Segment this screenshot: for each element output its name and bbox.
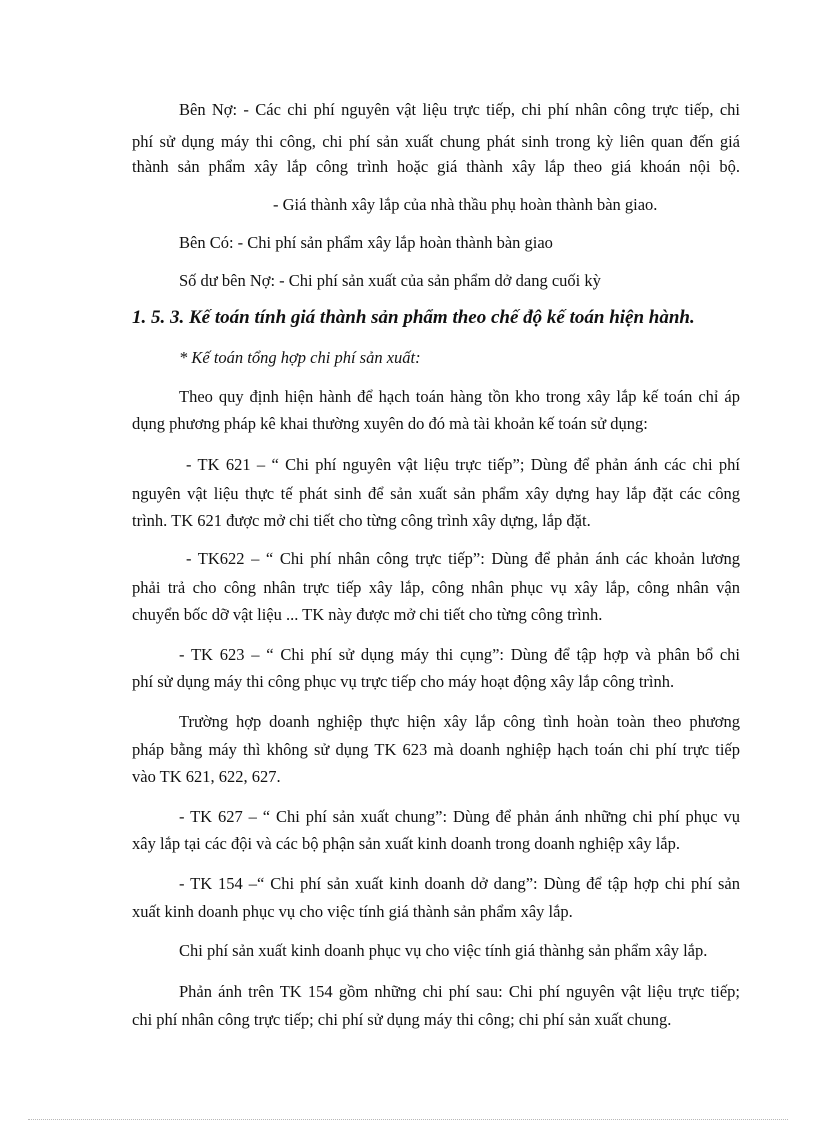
subheading: * Kế toán tổng hợp chi phí sản xuất: (179, 348, 421, 367)
text-line: - TK 621 – “ Chi phí nguyên vật liệu trực tiếp”; Dùng để phản ánh các chi phí (186, 455, 740, 474)
text-line: - TK 154 –“ Chi phí sản xuất kinh doanh dở dang”: Dùng để tập hợp chi phí sản (179, 874, 740, 893)
text-line: thành sản phẩm xây lắp công trình hoặc giá thành xây lắp theo giá khoán nội bộ. (132, 157, 740, 176)
text-line: chi phí nhân công trực tiếp; chi phí sử dụng máy thi công; chi phí sản xuất chung. (132, 1010, 672, 1029)
page-bottom-divider (28, 1119, 788, 1120)
text-line: Bên Nợ: - Các chi phí nguyên vật liệu trực tiếp, chi phí nhân công trực tiếp, chi (179, 100, 740, 119)
text-line: trình. TK 621 được mở chi tiết cho từng công trình xây dựng, lắp đặt. (132, 511, 591, 530)
text-line: Phản ánh trên TK 154 gồm những chi phí sau: Chi phí nguyên vật liệu trực tiếp; (179, 982, 740, 1001)
text-line: phí sử dụng máy thi công, chi phí sản xuất chung phát sinh trong kỳ liên quan đến giá (132, 132, 740, 151)
text-line: nguyên vật liệu thực tế phát sinh để sản xuất sản phẩm xây dựng hay lắp đặt các công (132, 484, 740, 503)
text-line: pháp bằng máy thì không sử dụng TK 623 mà doanh nghiệp hạch toán chi phí trực tiếp (132, 740, 740, 759)
text-line: - TK622 – “ Chi phí nhân công trực tiếp”: Dùng để phản ánh các khoản lương (186, 549, 740, 568)
text-line: Theo quy định hiện hành để hạch toán hàng tồn kho trong xây lắp kế toán chỉ áp (179, 387, 740, 406)
text-line: Chi phí sản xuất kinh doanh phục vụ cho việc tính giá thànhg sản phẩm xây lắp. (179, 941, 708, 960)
text-line: dụng phương pháp kê khai thường xuyên do đó mà tài khoản kế toán sử dụng: (132, 414, 648, 433)
text-line: - TK 623 – “ Chi phí sử dụng máy thi cụng”: Dùng để tập hợp và phân bổ chi (179, 645, 740, 664)
text-line: chuyển bốc dỡ vật liệu ... TK này được mở chi tiết cho từng công trình. (132, 605, 603, 624)
text-line: xây lắp tại các đội và các bộ phận sản xuất kinh doanh trong doanh nghiệp xây lắp. (132, 834, 680, 853)
text-line: phí sử dụng máy thi công phục vụ trực tiếp cho máy hoạt động xây lắp công trình. (132, 672, 675, 691)
text-line: Bên Có: - Chi phí sản phẩm xây lắp hoàn thành bàn giao (179, 233, 553, 252)
text-line: vào TK 621, 622, 627. (132, 767, 281, 786)
text-line: phải trả cho công nhân trực tiếp xây lắp, công nhân phục vụ xây lắp, công nhân vận (132, 578, 740, 597)
text-line: Trường hợp doanh nghiệp thực hiện xây lắp công tình hoàn toàn theo phương (179, 712, 740, 731)
text-line: - Giá thành xây lắp của nhà thầu phụ hoàn thành bàn giao. (273, 195, 658, 214)
text-line: xuất kinh doanh phục vụ cho việc tính giá thành sản phẩm xây lắp. (132, 902, 573, 921)
section-heading: 1. 5. 3. Kế toán tính giá thành sản phẩm theo chế độ kế toán hiện hành. (132, 307, 695, 328)
text-line: Số dư bên Nợ: - Chi phí sản xuất của sản phẩm dở dang cuối kỳ (179, 271, 601, 290)
text-line: - TK 627 – “ Chi phí sản xuất chung”: Dùng để phản ánh những chi phí phục vụ (179, 807, 740, 826)
